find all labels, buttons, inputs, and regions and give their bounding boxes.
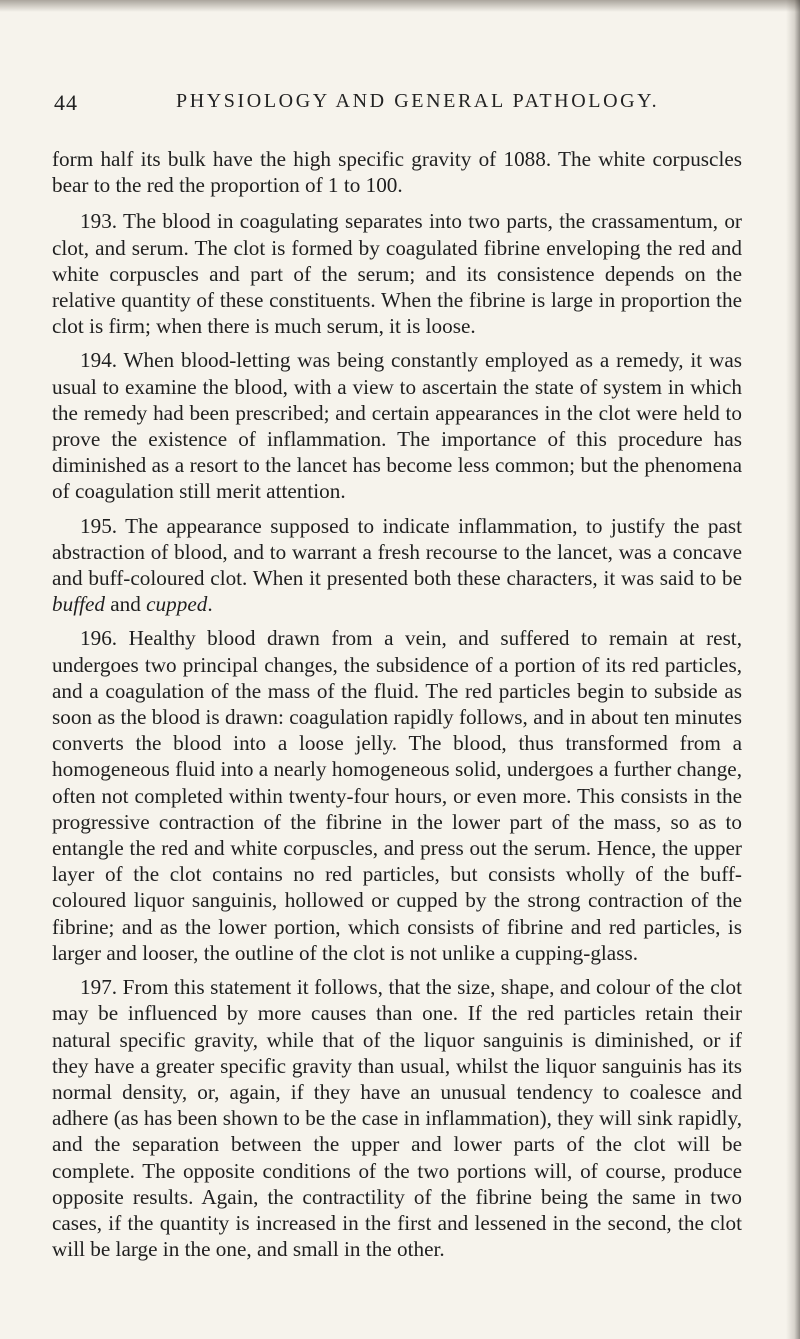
paragraph-continued: form half its bulk have the high specific gravity of 1088. The white corpuscles bear to the red the proportion of 1 to 100. (52, 147, 742, 198)
running-head: PHYSIOLOGY AND GENERAL PATHOLOGY. (176, 90, 660, 112)
paragraph-193: 193. The blood in coagulating separates into two parts, the crassamentum, or clot, and serum. The clot is formed by coagulated fibrine enveloping the red and white corpuscles and part of the serum; and its consistence depends on the relative quantity of these constituents. When the fibrine is large in proportion the clot is firm; when there is much serum, it is loose. (52, 209, 742, 339)
body-text (52, 146, 742, 1270)
paragraph-195 (52, 513, 742, 618)
scan-top-shadow (0, 0, 800, 12)
term-cupped: cupped (146, 592, 208, 617)
page-number: 44 (54, 90, 78, 115)
scan-edge-shadow (786, 0, 800, 1339)
paragraph-194: 194. When blood-letting was being constantly employed as a remedy, it was usual to examine the blood, with a view to ascertain the state of system in which the remedy had been prescribed; and certain appearances in the clot were held to prove the existence of inflammation. The importance of this procedure has diminished as a resort to the lancet has become less common; but the phenomena of coagulation still merit attention. (52, 348, 742, 504)
paragraph-196: 196. Healthy blood drawn from a vein, and suffered to remain at rest, undergoes two principal changes, the subsidence of a portion of its red particles, and a coagulation of the mass of the fluid. The red particles begin to subside as soon as the blood is drawn: coagulation rapidly follows, and in about ten minutes converts the blood into a loose jelly. The blood, thus transformed from a homogeneous fluid into a nearly homogeneous solid, undergoes a further change, often not completed within twenty-four hours, or even more. This consists in the progressive contraction of the fibrine in the lower part of the mass, so as to entangle the red and white corpuscles, and press out the serum. Hence, the upper layer of the clot contains no red particles, but consists wholly of the buff-coloured liquor sanguinis, hollowed or cupped by the strong contraction of the fibrine; and as the lower portion, which consists of fibrine and red particles, is larger and looser, the outline of the clot is not unlike a cupping-glass. (52, 626, 742, 965)
paragraph-197: 197. From this statement it follows, that the size, shape, and colour of the clot may be influenced by more causes than one. If the red particles retain their natural specific gravity, while that of the liquor sanguinis is diminished, or if they have a greater specific gravity than usual, whilst the liquor sanguinis has its normal density, or, again, if they have an unusual tendency to coalesce and adhere (as has been shown to be the case in inflammation), they will sink rapidly, and the separation between the upper and lower parts of the clot will be complete. The opposite conditions of the two portions will, of course, produce opposite results. Again, the contractility of the fibrine being the same in two cases, if the quantity is increased in the first and lessened in the second, the clot will be large in the one, and small in the other. (52, 975, 742, 1262)
term-buffed: buffed (52, 592, 105, 617)
paragraph-195-and: and (104, 592, 147, 617)
paragraph-195-end: . (207, 592, 213, 617)
paragraph-195-text: 195. The appearance supposed to indicate inflammation, to justify the past abstraction of blood, and to warrant a fresh recourse to the lancet, was a concave and buff-coloured clot. When it presented both these characters, it was said to be (52, 513, 742, 591)
page-header (40, 90, 760, 120)
